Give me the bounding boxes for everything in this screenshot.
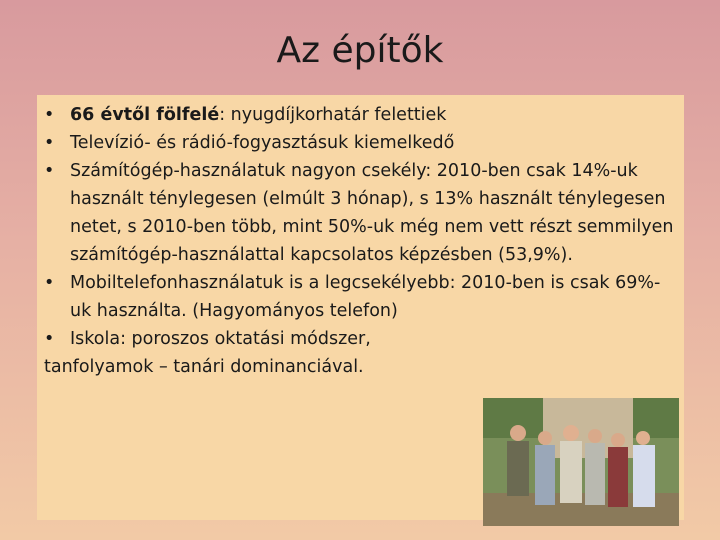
bullet-text: : nyugdíjkorhatár felettiek <box>219 105 447 125</box>
bullet-text: Számítógép-használatuk nagyon csekély: 2010-ben csak 14%-uk használt ténylegesen (elmúlt 3 hónap), s 13% használt ténylegesen netet, s 2010-ben több, mint 50%-uk még nem vett részt semmilyen számítógép-használattal kapcsolatos képzésben (53,9%). <box>70 161 674 265</box>
bullet-item <box>44 101 679 129</box>
bullet-item <box>44 157 679 269</box>
bullet-dot: • <box>44 329 55 349</box>
bullet-text: Iskola: poroszos oktatási módszer, <box>70 329 371 349</box>
group-photo-icon <box>483 398 679 526</box>
bullet-item <box>44 269 679 325</box>
bullet-bold-text: 66 évtől fölfelé <box>70 105 220 125</box>
continuation-text: tanfolyamok – tanári dominanciával. <box>44 357 364 377</box>
bullet-item <box>44 129 679 157</box>
bullet-dot: • <box>44 273 55 293</box>
slide-title: Az építők <box>276 30 444 71</box>
bullet-text: Mobiltelefonhasználatuk is a legcsekélyebb: 2010-ben is csak 69%-uk használta. (Hagyományos telefon) <box>70 273 661 321</box>
bullet-list <box>44 101 679 381</box>
bullet-dot: • <box>44 105 55 125</box>
bullet-dot: • <box>44 161 55 181</box>
bullet-dot: • <box>44 133 55 153</box>
bullet-item <box>44 325 679 353</box>
bullet-text: Televízió- és rádió-fogyasztásuk kiemelkedő <box>70 133 455 153</box>
bullet-continuation <box>44 353 679 381</box>
